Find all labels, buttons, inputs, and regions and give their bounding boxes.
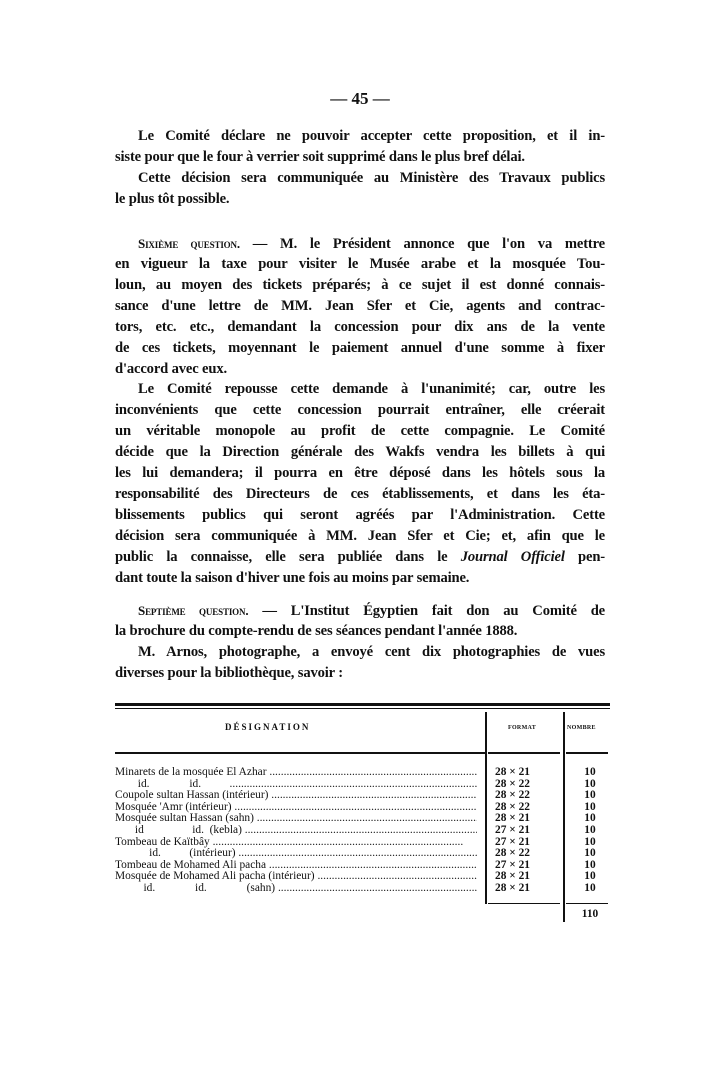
text-run: en vigueur la taxe pour visiter le Musée arabe et la mosquée Tou-	[115, 256, 605, 272]
cell-format: 27 × 21	[495, 823, 530, 836]
text-line	[115, 400, 605, 421]
text-line	[115, 621, 605, 642]
text-run: pen-	[564, 549, 605, 565]
cell-format: 28 × 21	[495, 870, 530, 883]
paragraph	[115, 126, 605, 168]
table-top-rule	[115, 703, 610, 706]
text-run: blissements publics qui seront agréés par l'Administration. Cette	[115, 507, 605, 523]
table-row	[115, 848, 610, 860]
text-run: un véritable monopole au profit de cette compagnie. Le Comité	[115, 423, 605, 439]
cell-designation: Mosquée 'Amr (intérieur) .....	[115, 802, 477, 814]
table-row	[115, 883, 610, 895]
text-line	[115, 168, 605, 189]
photographs-table	[115, 703, 610, 923]
table-row	[115, 837, 610, 849]
cell-format: 28 × 22	[495, 777, 530, 790]
table-row	[115, 871, 610, 883]
text-line	[115, 568, 605, 589]
table-top-rule-thin	[115, 708, 610, 709]
italic-title: Journal Officiel	[460, 549, 565, 565]
text-line	[115, 275, 605, 296]
text-line	[115, 600, 605, 621]
cell-designation: Coupole sultan Hassan (intérieur) .....	[115, 790, 477, 802]
text-line	[115, 338, 605, 359]
cell-designation: Tombeau de Kaïtbây .....	[115, 837, 477, 849]
cell-designation: Tombeau de Mohamed Ali pacha .....	[115, 860, 477, 872]
text-run: — L'Institut Égyptien fait don au Comité de	[248, 603, 605, 619]
text-line	[115, 317, 605, 338]
text-run: loun, au moyen des tickets préparés; à ce sujet il est donné connais-	[115, 277, 605, 293]
cell-nombre: 10	[584, 835, 596, 848]
cell-designation: Mosquée de Mohamed Ali pacha (intérieur) .....	[115, 871, 477, 883]
paragraph	[115, 379, 605, 589]
paragraph	[115, 642, 605, 684]
section-label: Septième question.	[138, 603, 249, 618]
table-row	[115, 790, 610, 802]
text-run: le plus tôt possible.	[115, 191, 230, 207]
sum-rule	[566, 903, 608, 904]
cell-format: 28 × 22	[495, 800, 530, 813]
text-line	[115, 233, 605, 254]
section-label: Sixième question.	[138, 236, 240, 251]
cell-nombre: 10	[584, 870, 596, 883]
table-row	[115, 779, 610, 791]
cell-format: 27 × 21	[495, 835, 530, 848]
cell-format: 28 × 22	[495, 789, 530, 802]
cell-nombre: 10	[584, 777, 596, 790]
text-line	[115, 463, 605, 484]
text-run: décide que la Direction générale des Wakfs vendra les billets à qui	[115, 444, 605, 460]
text-line	[115, 189, 605, 210]
text-line	[115, 254, 605, 275]
paragraphs-top	[115, 126, 605, 210]
cell-designation: id id. (kebla) .....	[115, 825, 477, 837]
table-row	[115, 860, 610, 872]
cell-designation: id. id. .....	[115, 779, 477, 791]
cell-nombre: 10	[584, 823, 596, 836]
text-line	[115, 359, 605, 380]
text-run: responsabilité des Directeurs de ces établissements, et dans les éta-	[115, 486, 605, 502]
cell-nombre: 10	[584, 800, 596, 813]
text-line	[115, 442, 605, 463]
text-line	[115, 484, 605, 505]
header-designation: DÉSIGNATION	[225, 722, 311, 732]
cell-nombre: 10	[584, 789, 596, 802]
cell-nombre: 10	[584, 766, 596, 778]
paragraph	[115, 600, 605, 642]
cell-designation: id. id. (sahn) .....	[115, 883, 477, 895]
text-run: — M. le Président annonce que l'on va mettre	[239, 236, 606, 252]
cell-designation: Mosquée sultan Hassan (sahn) .....	[115, 813, 477, 825]
text-run: M. Arnos, photographe, a envoyé cent dix photographies de vues	[138, 644, 605, 660]
text-line	[115, 642, 605, 663]
page-number: — 45 —	[330, 89, 390, 108]
paragraphs-sixieme-question	[115, 233, 605, 589]
text-line	[115, 505, 605, 526]
text-run: sance d'une lettre de MM. Jean Sfer et Cie, agents and contrac-	[115, 298, 605, 314]
text-run: public la connaisse, elle sera publiée dans le	[115, 549, 461, 565]
total-nombre: 110	[581, 908, 599, 920]
header-rule-designation	[115, 752, 487, 754]
paragraph	[115, 168, 605, 210]
text-line	[115, 663, 605, 684]
cell-nombre: 10	[584, 858, 596, 871]
text-run: Cette décision sera communiquée au Ministère des Travaux publics	[138, 170, 605, 186]
cell-format: 28 × 21	[495, 812, 530, 825]
cell-nombre: 10	[584, 812, 596, 825]
text-run: Le Comité repousse cette demande à l'unanimité; car, outre les	[138, 381, 605, 397]
header-rule-format	[488, 752, 560, 754]
text-run: les lui demandera; il pourra en être déposé dans les hôtels sous la	[115, 465, 605, 481]
cell-format: 28 × 21	[495, 766, 530, 778]
cell-format: 27 × 21	[495, 858, 530, 871]
cell-designation: Minarets de la mosquée El Azhar .....	[115, 767, 477, 779]
cell-designation: id. (intérieur) .....	[115, 848, 477, 860]
table-body	[115, 767, 610, 895]
paragraphs-septieme-question	[115, 600, 605, 684]
text-line	[115, 421, 605, 442]
text-run: dant toute la saison d'hiver une fois au moins par semaine.	[115, 570, 470, 586]
table-row	[115, 825, 610, 837]
text-run: Le Comité déclare ne pouvoir accepter cette proposition, et il in-	[138, 128, 605, 144]
text-run: tors, etc. etc., demandant la concession pour dix ans de la vente	[115, 319, 605, 335]
cell-nombre: 10	[584, 847, 596, 860]
cell-format: 28 × 22	[495, 847, 530, 860]
text-line	[115, 296, 605, 317]
header-rule-nombre	[566, 752, 608, 754]
table-row	[115, 767, 610, 779]
paragraph	[115, 233, 605, 380]
text-run: décision sera communiquée à MM. Jean Sfer et Cie; et, afin que le	[115, 528, 605, 544]
text-line	[115, 547, 605, 568]
text-run: inconvénients que cette concession pourrait entraîner, elle créerait	[115, 402, 605, 418]
text-line	[115, 526, 605, 547]
text-run: de ces tickets, moyennant le paiement annuel d'une somme à fixer	[115, 340, 605, 356]
text-line	[115, 379, 605, 400]
cell-nombre: 10	[584, 881, 596, 894]
text-run: diverses pour la bibliothèque, savoir :	[115, 665, 343, 681]
table-row	[115, 802, 610, 814]
header-format: FORMAT	[508, 725, 537, 731]
text-line	[115, 147, 605, 168]
table-row	[115, 813, 610, 825]
text-run: siste pour que le four à verrier soit supprimé dans le plus bref délai.	[115, 149, 525, 165]
cell-format: 28 × 21	[495, 881, 530, 894]
text-line	[115, 126, 605, 147]
text-run: d'accord avec eux.	[115, 361, 227, 377]
format-bottom-rule	[488, 903, 560, 904]
text-run: la brochure du compte-rendu de ses séances pendant l'année 1888.	[115, 623, 518, 639]
header-nombre: NOMBRE	[567, 725, 596, 731]
